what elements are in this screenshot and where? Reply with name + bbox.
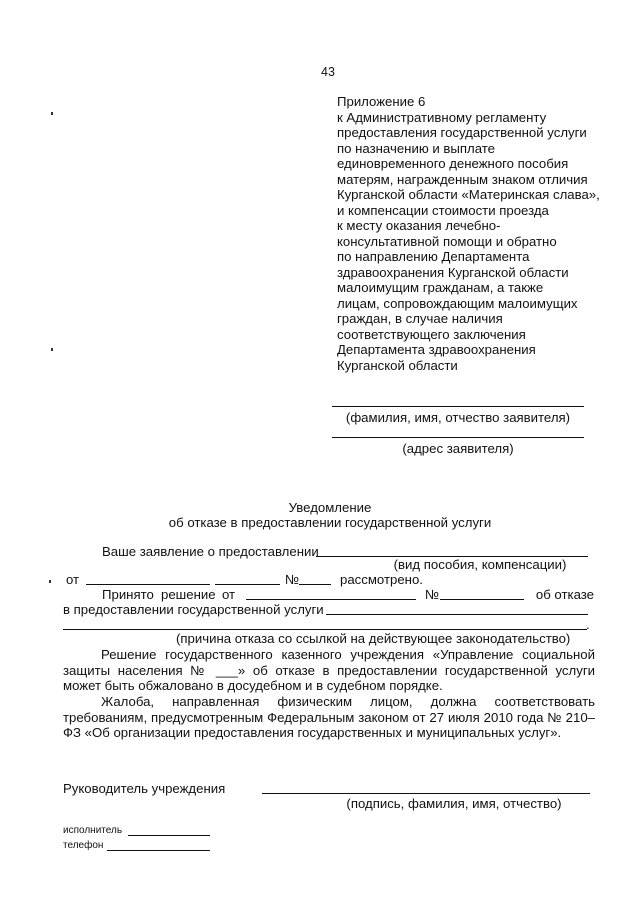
from-label: от [66, 572, 80, 587]
appendix-line: матерям, награжденным знаком отличия [337, 171, 588, 187]
appendix-line: Приложение 6 [337, 94, 426, 109]
appendix-line: Курганской области «Материнская слава», [337, 187, 600, 202]
margin-mark [49, 580, 51, 583]
executor-label: исполнитель [63, 825, 123, 836]
dot-mark: . [586, 617, 590, 632]
notice-title: Уведомление [288, 500, 372, 515]
refusal-reason-field-2[interactable] [63, 629, 587, 630]
application-number-field[interactable] [299, 584, 331, 585]
appendix-block [337, 94, 617, 373]
appendix-line: единовременного денежного пособия [337, 156, 569, 171]
signature-caption: (подпись, фамилия, имя, отчество) [346, 796, 562, 811]
appendix-line: Курганской области [337, 357, 458, 373]
applicant-address-caption: (адрес заявителя) [402, 441, 514, 456]
margin-mark [51, 112, 53, 115]
appendix-line: здравоохранения Курганской области [337, 264, 569, 280]
applicant-name-caption: (фамилия, имя, отчество заявителя) [345, 410, 571, 425]
margin-mark [51, 348, 53, 351]
appendix-line: лицам, сопровождающим малоимущих [337, 295, 578, 311]
page-number: 43 [321, 65, 335, 79]
reviewed-label: рассмотрено. [340, 572, 423, 587]
number-sign: № [285, 572, 300, 587]
reason-caption: (причина отказа со ссылкой на действующее законодательство) [176, 631, 571, 646]
application-intro: Ваше заявление о предоставлении [102, 544, 319, 559]
decision-number-field[interactable] [440, 599, 524, 600]
phone-label: телефон [63, 840, 104, 851]
appendix-line: граждан, в случае наличия [337, 311, 503, 326]
appendix-line: по направлению Департамента [337, 249, 530, 264]
appendix-line: Департамента здравоохранения [337, 342, 536, 357]
appendix-line: и компенсации стоимости проезда [337, 202, 549, 218]
decision-word: решение [161, 587, 216, 602]
phone-field[interactable] [107, 850, 210, 851]
appendix-line: малоимущим гражданам, а также [337, 280, 544, 295]
number-sign: № [425, 587, 440, 602]
notice-subtitle: об отказе в предоставлении государственной услуги [168, 515, 492, 530]
executor-field[interactable] [128, 835, 210, 836]
appendix-line: предоставления государственной услуги [337, 125, 587, 140]
date-field[interactable] [86, 584, 210, 585]
complaint-paragraph: Жалоба, направленная физическим лицом, должна соответствовать требованиям, предусмотренным Федеральным законом от 27 июля 2010 года № 210–ФЗ «Об организации предоставления государственных и муниципальных услуг». [63, 694, 595, 740]
date-year-field[interactable] [215, 584, 280, 585]
applicant-address-field[interactable] [332, 437, 584, 438]
decision-date-field[interactable] [246, 599, 416, 600]
appendix-line: консультативной помощи и обратно [337, 233, 557, 249]
appendix-line: к месту оказания лечебно- [337, 218, 501, 233]
applicant-name-field[interactable] [332, 406, 584, 407]
refusal-service: в предоставлении государственной услуги [63, 602, 324, 617]
decision-word: от [222, 587, 236, 602]
benefit-caption: (вид пособия, компенсации) [393, 557, 567, 572]
appendix-line: к Административному регламенту [337, 109, 547, 125]
appeal-paragraph: Решение государственного казенного учреждения «Управление социальной защиты населения № ___» об отказе в предоставлении государственной услуги может быть обжаловано в досудебном и в судебном порядке. [63, 647, 595, 693]
head-label: Руководитель учреждения [63, 781, 226, 796]
signature-field[interactable] [262, 793, 590, 794]
decision-word: Принято [102, 587, 154, 602]
refusal-reason-field[interactable] [326, 614, 588, 615]
appendix-line: соответствующего заключения [337, 326, 526, 342]
refusal-word: об отказе [535, 587, 594, 602]
appendix-line: по назначению и выплате [337, 140, 496, 156]
